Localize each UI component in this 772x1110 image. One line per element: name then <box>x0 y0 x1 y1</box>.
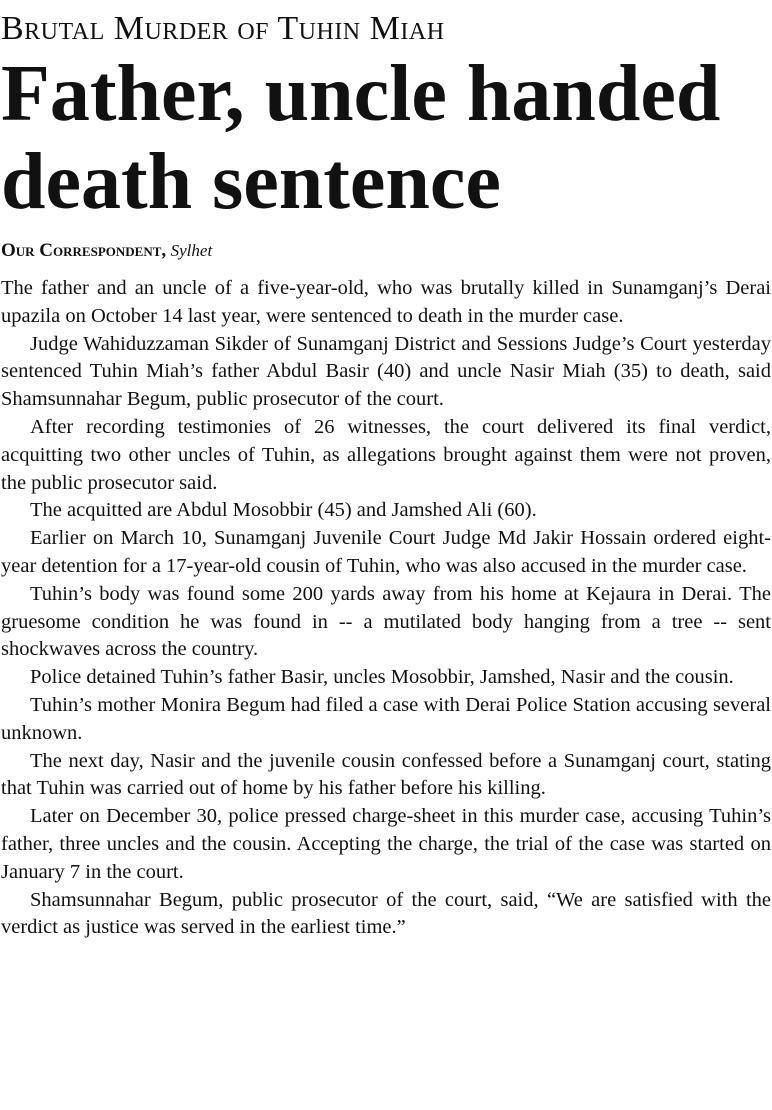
byline-place: Sylhet <box>170 241 213 260</box>
byline-name: Our Correspondent, <box>1 240 167 261</box>
article-paragraph: Tuhin’s mother Monira Begum had filed a case with Derai Police Station accusing several unknown. <box>1 693 771 744</box>
byline <box>1 238 771 263</box>
article-paragraph: Police detained Tuhin’s father Basir, uncles Mosobbir, Jamshed, Nasir and the cousin. <box>30 666 734 689</box>
article-paragraph: Judge Wahiduzzaman Sikder of Sunamganj District and Sessions Judge’s Court yesterday sentenced Tuhin Miah’s father Abdul Basir (40) and uncle Nasir Miah (35) to death, said Shamsunnahar Begum, public prosecutor of the court. <box>1 332 771 411</box>
article-paragraph: Tuhin’s body was found some 200 yards away from his home at Kejaura in Derai. The gruesome condition he was found in -- a mutilated body hanging from a tree -- sent shockwaves across the country. <box>1 582 771 661</box>
news-article <box>0 10 772 942</box>
article-paragraph: Later on December 30, police pressed charge-sheet in this murder case, accusing Tuhin’s father, three uncles and the cousin. Accepting the charge, the trial of the case was started on January 7 in the court. <box>1 805 771 883</box>
article-paragraph: The acquitted are Abdul Mosobbir (45) and Jamshed Ali (60). <box>30 499 537 522</box>
article-paragraph: After recording testimonies of 26 witnesses, the court delivered its final verdict, acquitting two other uncles of Tuhin, as allegations brought against them were not proven, the public prosecutor said. <box>1 415 771 494</box>
article-paragraph: Earlier on March 10, Sunamganj Juvenile Court Judge Md Jakir Hossain ordered eight-year detention for a 17-year-old cousin of Tuhin, who was also accused in the murder case. <box>1 527 771 577</box>
article-paragraph: Shamsunnahar Begum, public prosecutor of the court, said, “We are satisfied with the verdict as justice was served in the earliest time.” <box>1 888 771 939</box>
article-body <box>1 275 771 942</box>
article-paragraph: The next day, Nasir and the juvenile cousin confessed before a Sunamganj court, stating that Tuhin was carried out of home by his father before his killing. <box>1 749 771 800</box>
article-kicker: Brutal Murder of Tuhin Miah <box>1 10 445 47</box>
article-paragraph: The father and an uncle of a five-year-old, who was brutally killed in Sunamganj’s Derai upazila on October 14 last year, were sentenced to death in the murder case. <box>1 277 771 327</box>
article-headline: Father, uncle handed death sentence <box>1 50 721 226</box>
